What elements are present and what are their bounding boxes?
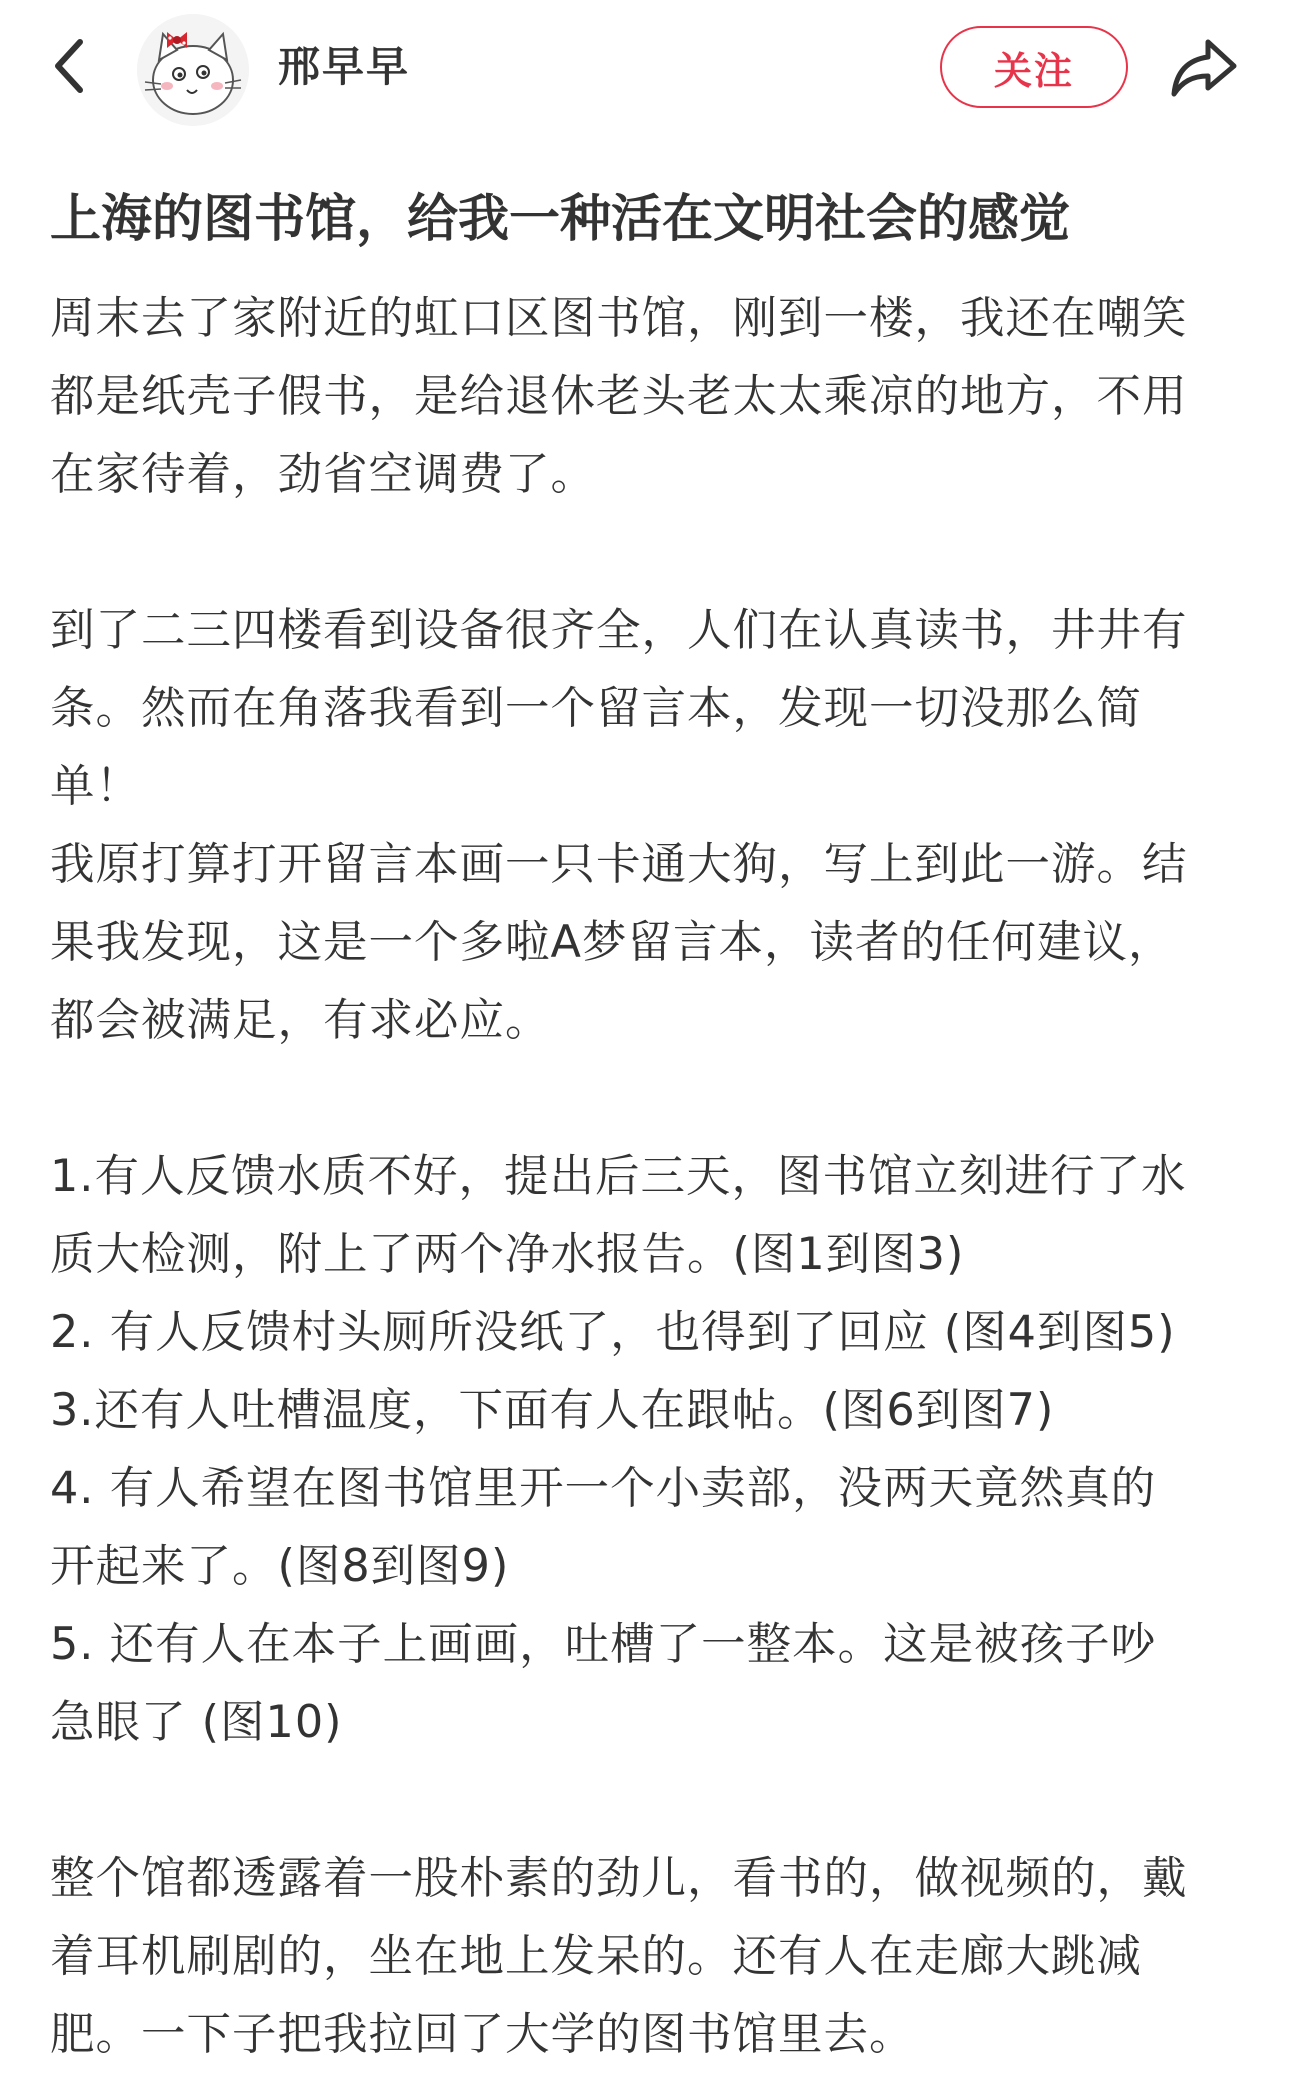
body-line: 我原打算打开留言本画一只卡通大狗，写上到此一游。结 — [50, 839, 1188, 890]
body-line: 都会被满足，有求必应。 — [50, 995, 551, 1046]
body-line-blank — [50, 1060, 1250, 1138]
body-line: 4. 有人希望在图书馆里开一个小卖部，没两天竟然真的 — [50, 1463, 1157, 1514]
body-line: 果我发现，这是一个多啦A梦留言本，读者的任何建议， — [50, 917, 1174, 968]
body-line: 到了二三四楼看到设备很齐全，人们在认真读书，井井有 — [50, 605, 1188, 656]
body-line: 2. 有人反馈村头厕所没纸了，也得到了回应 (图4到图5) — [50, 1307, 1176, 1358]
body-line: 质大检测，附上了两个净水报告。(图1到图3) — [50, 1229, 965, 1280]
share-arrow-icon — [1168, 32, 1240, 102]
body-line: 3.还有人吐槽温度，下面有人在跟帖。(图6到图7) — [50, 1385, 1055, 1436]
post-body — [50, 280, 1250, 2074]
post-title: 上海的图书馆，给我一种活在文明社会的感觉 — [50, 190, 1071, 249]
body-line: 都是纸壳子假书，是给退休老头老太太乘凉的地方，不用 — [50, 371, 1188, 422]
body-line: 单！ — [50, 761, 142, 812]
body-line-blank — [50, 514, 1250, 592]
body-line: 1.有人反馈水质不好，提出后三天，图书馆立刻进行了水 — [50, 1151, 1187, 1202]
avatar[interactable] — [137, 14, 249, 126]
body-line: 条。然而在角落我看到一个留言本，发现一切没那么简 — [50, 683, 1143, 734]
body-line: 在家待着，劲省空调费了。 — [50, 449, 597, 500]
chevron-left-icon — [44, 30, 100, 102]
body-line: 周末去了家附近的虹口区图书馆，刚到一楼，我还在嘲笑 — [50, 293, 1188, 344]
follow-button[interactable]: 关注 — [940, 26, 1128, 108]
share-button[interactable] — [1168, 32, 1240, 102]
body-line: 着耳机刷剧的，坐在地上发呆的。还有人在走廊大跳减 — [50, 1931, 1143, 1982]
body-line: 肥。一下子把我拉回了大学的图书馆里去。 — [50, 2009, 915, 2060]
body-line: 开起来了。(图8到图9) — [50, 1541, 510, 1592]
post-header — [0, 0, 1289, 138]
body-line: 整个馆都透露着一股朴素的劲儿，看书的，做视频的，戴 — [50, 1853, 1188, 1904]
cartoon-cat-avatar-icon — [137, 14, 249, 126]
body-line-blank — [50, 1762, 1250, 1840]
body-line: 5. 还有人在本子上画画，吐槽了一整本。这是被孩子吵 — [50, 1619, 1157, 1670]
body-line: 急眼了 (图10) — [50, 1697, 343, 1748]
author-name[interactable]: 邢早早 — [278, 42, 411, 91]
back-button[interactable] — [44, 30, 100, 102]
